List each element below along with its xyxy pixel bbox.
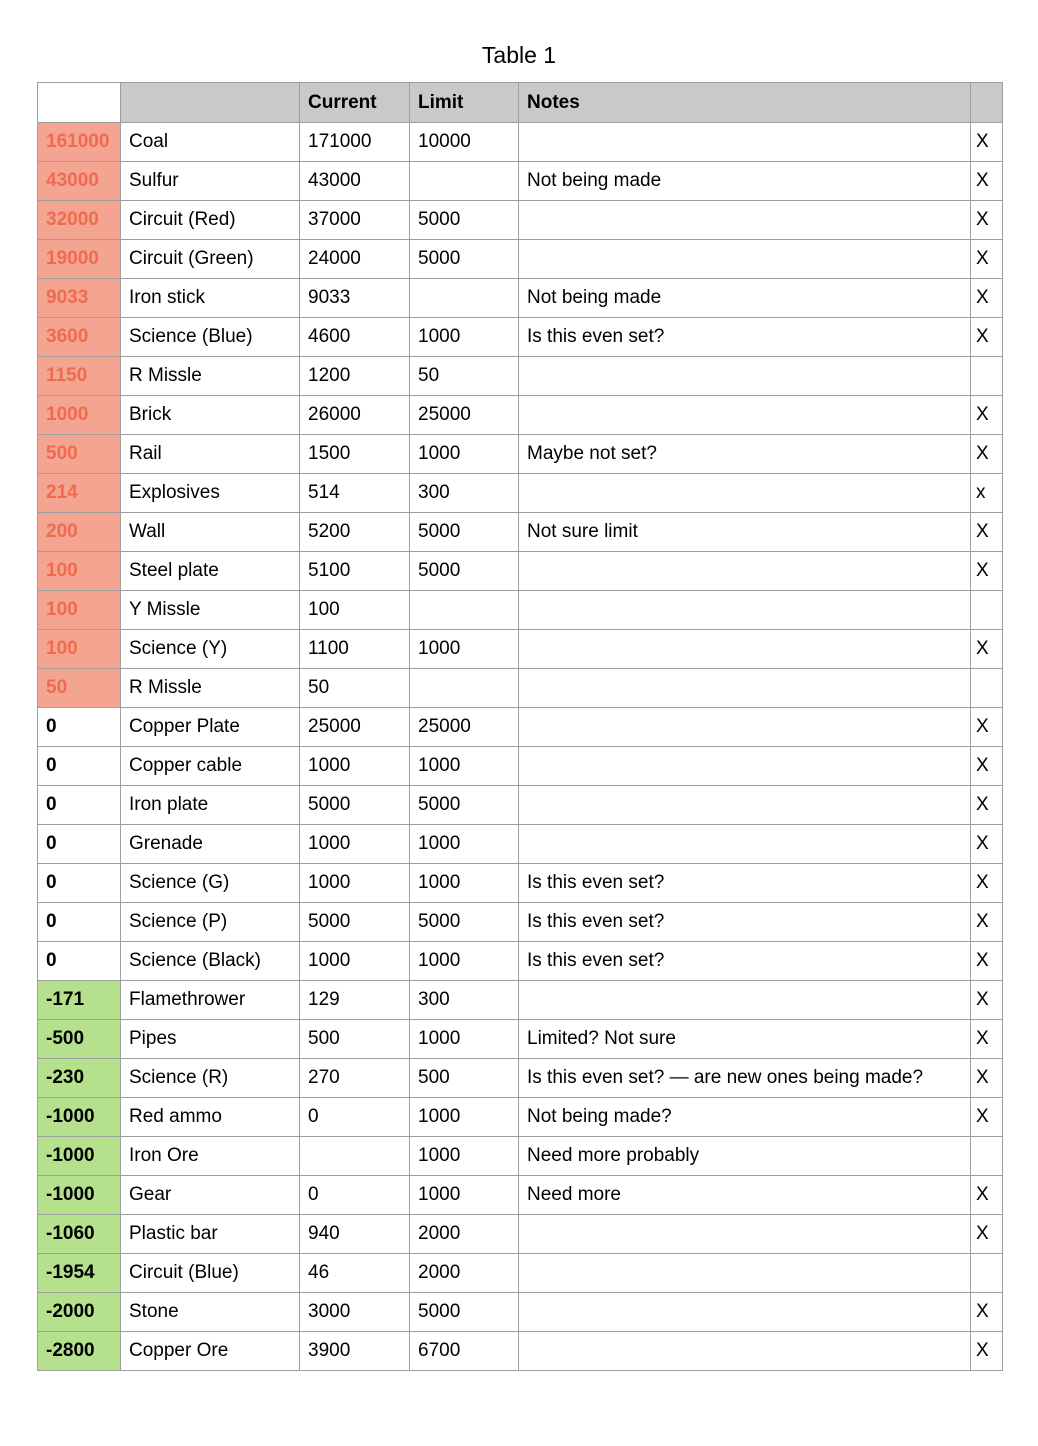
limit-cell: 25000 xyxy=(410,708,519,747)
table-row xyxy=(38,1137,1003,1176)
difference-cell: 161000 xyxy=(38,123,121,162)
table-row xyxy=(38,942,1003,981)
notes-cell xyxy=(519,552,971,591)
difference-cell: -500 xyxy=(38,1020,121,1059)
flag-cell: X xyxy=(971,318,1003,357)
limit-cell: 2000 xyxy=(410,1215,519,1254)
limit-cell: 1000 xyxy=(410,1176,519,1215)
flag-cell: X xyxy=(971,630,1003,669)
item-name-cell: Flamethrower xyxy=(121,981,300,1020)
flag-cell: X xyxy=(971,1098,1003,1137)
header-cell-notes: Notes xyxy=(519,83,971,123)
table-row xyxy=(38,357,1003,396)
item-name-cell: Copper cable xyxy=(121,747,300,786)
item-name-cell: Science (Blue) xyxy=(121,318,300,357)
table-row xyxy=(38,201,1003,240)
item-name-cell: Grenade xyxy=(121,825,300,864)
notes-cell xyxy=(519,357,971,396)
difference-cell: 100 xyxy=(38,630,121,669)
limit-cell: 1000 xyxy=(410,942,519,981)
difference-cell: 0 xyxy=(38,708,121,747)
item-name-cell: Science (P) xyxy=(121,903,300,942)
limit-cell: 5000 xyxy=(410,786,519,825)
limit-cell: 1000 xyxy=(410,864,519,903)
item-name-cell: Science (Y) xyxy=(121,630,300,669)
flag-cell xyxy=(971,669,1003,708)
notes-cell xyxy=(519,591,971,630)
notes-cell: Limited? Not sure xyxy=(519,1020,971,1059)
difference-cell: 9033 xyxy=(38,279,121,318)
notes-cell xyxy=(519,708,971,747)
current-cell: 50 xyxy=(300,669,410,708)
table-row xyxy=(38,1332,1003,1371)
flag-cell: X xyxy=(971,279,1003,318)
current-cell: 3900 xyxy=(300,1332,410,1371)
table-row xyxy=(38,747,1003,786)
table-row xyxy=(38,786,1003,825)
limit-cell: 1000 xyxy=(410,630,519,669)
current-cell: 1200 xyxy=(300,357,410,396)
current-cell: 171000 xyxy=(300,123,410,162)
table-row xyxy=(38,591,1003,630)
limit-cell xyxy=(410,162,519,201)
limit-cell: 6700 xyxy=(410,1332,519,1371)
table-row xyxy=(38,318,1003,357)
item-name-cell: Rail xyxy=(121,435,300,474)
current-cell: 940 xyxy=(300,1215,410,1254)
header-cell-limit: Limit xyxy=(410,83,519,123)
difference-cell: 3600 xyxy=(38,318,121,357)
difference-cell: 1150 xyxy=(38,357,121,396)
limit-cell: 5000 xyxy=(410,240,519,279)
item-name-cell: Steel plate xyxy=(121,552,300,591)
flag-cell: X xyxy=(971,1293,1003,1332)
notes-cell xyxy=(519,474,971,513)
notes-cell xyxy=(519,630,971,669)
limit-cell: 2000 xyxy=(410,1254,519,1293)
limit-cell: 1000 xyxy=(410,435,519,474)
table-row xyxy=(38,1254,1003,1293)
table-row xyxy=(38,1059,1003,1098)
difference-cell: 0 xyxy=(38,825,121,864)
flag-cell: X xyxy=(971,396,1003,435)
notes-cell xyxy=(519,1254,971,1293)
difference-cell: 200 xyxy=(38,513,121,552)
notes-cell xyxy=(519,981,971,1020)
difference-cell: -1000 xyxy=(38,1176,121,1215)
notes-cell: Is this even set? xyxy=(519,903,971,942)
notes-cell: Not being made xyxy=(519,279,971,318)
table-row xyxy=(38,708,1003,747)
difference-cell: -1954 xyxy=(38,1254,121,1293)
current-cell: 26000 xyxy=(300,396,410,435)
table-row xyxy=(38,396,1003,435)
current-cell: 4600 xyxy=(300,318,410,357)
difference-cell: 100 xyxy=(38,591,121,630)
difference-cell: 19000 xyxy=(38,240,121,279)
table-row xyxy=(38,1098,1003,1137)
limit-cell: 5000 xyxy=(410,903,519,942)
current-cell: 100 xyxy=(300,591,410,630)
limit-cell: 10000 xyxy=(410,123,519,162)
table-row xyxy=(38,903,1003,942)
item-name-cell: R Missle xyxy=(121,669,300,708)
difference-cell: 0 xyxy=(38,747,121,786)
difference-cell: -230 xyxy=(38,1059,121,1098)
limit-cell: 1000 xyxy=(410,825,519,864)
flag-cell: x xyxy=(971,474,1003,513)
table-title: Table 1 xyxy=(481,42,557,68)
table-body xyxy=(38,123,1003,1371)
limit-cell: 500 xyxy=(410,1059,519,1098)
limit-cell: 5000 xyxy=(410,201,519,240)
item-name-cell: Gear xyxy=(121,1176,300,1215)
table-row xyxy=(38,240,1003,279)
item-name-cell: Iron Ore xyxy=(121,1137,300,1176)
table-row xyxy=(38,981,1003,1020)
table-row xyxy=(38,474,1003,513)
current-cell: 5000 xyxy=(300,903,410,942)
current-cell: 25000 xyxy=(300,708,410,747)
table-row xyxy=(38,825,1003,864)
item-name-cell: Coal xyxy=(121,123,300,162)
table-row xyxy=(38,669,1003,708)
notes-cell xyxy=(519,123,971,162)
current-cell: 3000 xyxy=(300,1293,410,1332)
item-name-cell: Wall xyxy=(121,513,300,552)
flag-cell xyxy=(971,1254,1003,1293)
item-name-cell: R Missle xyxy=(121,357,300,396)
table-row xyxy=(38,552,1003,591)
notes-cell xyxy=(519,240,971,279)
limit-cell: 1000 xyxy=(410,1137,519,1176)
flag-cell: X xyxy=(971,708,1003,747)
difference-cell: -171 xyxy=(38,981,121,1020)
header-cell-current: Current xyxy=(300,83,410,123)
table-row xyxy=(38,435,1003,474)
flag-cell: X xyxy=(971,240,1003,279)
difference-cell: 100 xyxy=(38,552,121,591)
current-cell: 9033 xyxy=(300,279,410,318)
current-cell: 24000 xyxy=(300,240,410,279)
current-cell: 270 xyxy=(300,1059,410,1098)
current-cell: 1000 xyxy=(300,864,410,903)
flag-cell: X xyxy=(971,1176,1003,1215)
current-cell: 43000 xyxy=(300,162,410,201)
current-cell: 1500 xyxy=(300,435,410,474)
item-name-cell: Iron stick xyxy=(121,279,300,318)
item-name-cell: Iron plate xyxy=(121,786,300,825)
flag-cell: X xyxy=(971,786,1003,825)
current-cell xyxy=(300,1137,410,1176)
notes-cell xyxy=(519,1332,971,1371)
item-name-cell: Circuit (Blue) xyxy=(121,1254,300,1293)
difference-cell: 43000 xyxy=(38,162,121,201)
limit-cell: 1000 xyxy=(410,318,519,357)
current-cell: 37000 xyxy=(300,201,410,240)
limit-cell: 300 xyxy=(410,474,519,513)
item-name-cell: Circuit (Red) xyxy=(121,201,300,240)
current-cell: 5200 xyxy=(300,513,410,552)
notes-cell: Is this even set? xyxy=(519,318,971,357)
flag-cell: X xyxy=(971,201,1003,240)
item-name-cell: Pipes xyxy=(121,1020,300,1059)
item-name-cell: Copper Plate xyxy=(121,708,300,747)
difference-cell: -1000 xyxy=(38,1137,121,1176)
table-row xyxy=(38,864,1003,903)
item-name-cell: Stone xyxy=(121,1293,300,1332)
table-row xyxy=(38,513,1003,552)
header-row xyxy=(38,83,1003,123)
notes-cell: Need more probably xyxy=(519,1137,971,1176)
notes-cell xyxy=(519,825,971,864)
current-cell: 46 xyxy=(300,1254,410,1293)
limit-cell: 1000 xyxy=(410,1098,519,1137)
notes-cell xyxy=(519,201,971,240)
flag-cell: X xyxy=(971,747,1003,786)
flag-cell: X xyxy=(971,435,1003,474)
table-row xyxy=(38,630,1003,669)
inventory-table xyxy=(37,82,1003,1371)
flag-cell: X xyxy=(971,1215,1003,1254)
limit-cell: 5000 xyxy=(410,513,519,552)
item-name-cell: Explosives xyxy=(121,474,300,513)
limit-cell: 1000 xyxy=(410,747,519,786)
current-cell: 5100 xyxy=(300,552,410,591)
table-row xyxy=(38,1293,1003,1332)
difference-cell: -2800 xyxy=(38,1332,121,1371)
flag-cell: X xyxy=(971,552,1003,591)
difference-cell: -2000 xyxy=(38,1293,121,1332)
current-cell: 0 xyxy=(300,1176,410,1215)
current-cell: 1000 xyxy=(300,942,410,981)
difference-cell: 0 xyxy=(38,864,121,903)
notes-cell: Not being made? xyxy=(519,1098,971,1137)
flag-cell: X xyxy=(971,1059,1003,1098)
current-cell: 1100 xyxy=(300,630,410,669)
notes-cell: Is this even set? — are new ones being made? xyxy=(519,1059,971,1098)
flag-cell: X xyxy=(971,864,1003,903)
flag-cell xyxy=(971,591,1003,630)
difference-cell: -1060 xyxy=(38,1215,121,1254)
flag-cell: X xyxy=(971,162,1003,201)
notes-cell: Is this even set? xyxy=(519,942,971,981)
current-cell: 129 xyxy=(300,981,410,1020)
table-row xyxy=(38,1215,1003,1254)
notes-cell xyxy=(519,396,971,435)
item-name-cell: Science (G) xyxy=(121,864,300,903)
flag-cell xyxy=(971,1137,1003,1176)
limit-cell: 5000 xyxy=(410,552,519,591)
current-cell: 5000 xyxy=(300,786,410,825)
current-cell: 0 xyxy=(300,1098,410,1137)
limit-cell: 300 xyxy=(410,981,519,1020)
flag-cell: X xyxy=(971,1020,1003,1059)
header-cell-difference xyxy=(38,83,121,123)
difference-cell: 214 xyxy=(38,474,121,513)
flag-cell: X xyxy=(971,513,1003,552)
current-cell: 500 xyxy=(300,1020,410,1059)
item-name-cell: Red ammo xyxy=(121,1098,300,1137)
notes-cell xyxy=(519,747,971,786)
flag-cell: X xyxy=(971,825,1003,864)
difference-cell: 32000 xyxy=(38,201,121,240)
item-name-cell: Plastic bar xyxy=(121,1215,300,1254)
notes-cell: Need more xyxy=(519,1176,971,1215)
header-cell-item xyxy=(121,83,300,123)
limit-cell xyxy=(410,669,519,708)
item-name-cell: Science (R) xyxy=(121,1059,300,1098)
item-name-cell: Brick xyxy=(121,396,300,435)
notes-cell: Is this even set? xyxy=(519,864,971,903)
notes-cell xyxy=(519,1215,971,1254)
item-name-cell: Circuit (Green) xyxy=(121,240,300,279)
table-row xyxy=(38,279,1003,318)
item-name-cell: Copper Ore xyxy=(121,1332,300,1371)
notes-cell: Maybe not set? xyxy=(519,435,971,474)
flag-cell: X xyxy=(971,123,1003,162)
item-name-cell: Science (Black) xyxy=(121,942,300,981)
difference-cell: 50 xyxy=(38,669,121,708)
notes-cell xyxy=(519,669,971,708)
limit-cell xyxy=(410,591,519,630)
limit-cell: 25000 xyxy=(410,396,519,435)
notes-cell xyxy=(519,786,971,825)
notes-cell: Not being made xyxy=(519,162,971,201)
table-row xyxy=(38,1176,1003,1215)
difference-cell: 500 xyxy=(38,435,121,474)
limit-cell: 50 xyxy=(410,357,519,396)
current-cell: 1000 xyxy=(300,747,410,786)
table-row xyxy=(38,162,1003,201)
current-cell: 1000 xyxy=(300,825,410,864)
difference-cell: 0 xyxy=(38,786,121,825)
flag-cell: X xyxy=(971,981,1003,1020)
flag-cell: X xyxy=(971,1332,1003,1371)
limit-cell: 5000 xyxy=(410,1293,519,1332)
limit-cell: 1000 xyxy=(410,1020,519,1059)
table-row xyxy=(38,1020,1003,1059)
difference-cell: -1000 xyxy=(38,1098,121,1137)
notes-cell xyxy=(519,1293,971,1332)
difference-cell: 0 xyxy=(38,942,121,981)
notes-cell: Not sure limit xyxy=(519,513,971,552)
flag-cell: X xyxy=(971,903,1003,942)
flag-cell: X xyxy=(971,942,1003,981)
item-name-cell: Sulfur xyxy=(121,162,300,201)
difference-cell: 0 xyxy=(38,903,121,942)
item-name-cell: Y Missle xyxy=(121,591,300,630)
limit-cell xyxy=(410,279,519,318)
header-cell-flag xyxy=(971,83,1003,123)
difference-cell: 1000 xyxy=(38,396,121,435)
current-cell: 514 xyxy=(300,474,410,513)
table-row xyxy=(38,123,1003,162)
flag-cell xyxy=(971,357,1003,396)
